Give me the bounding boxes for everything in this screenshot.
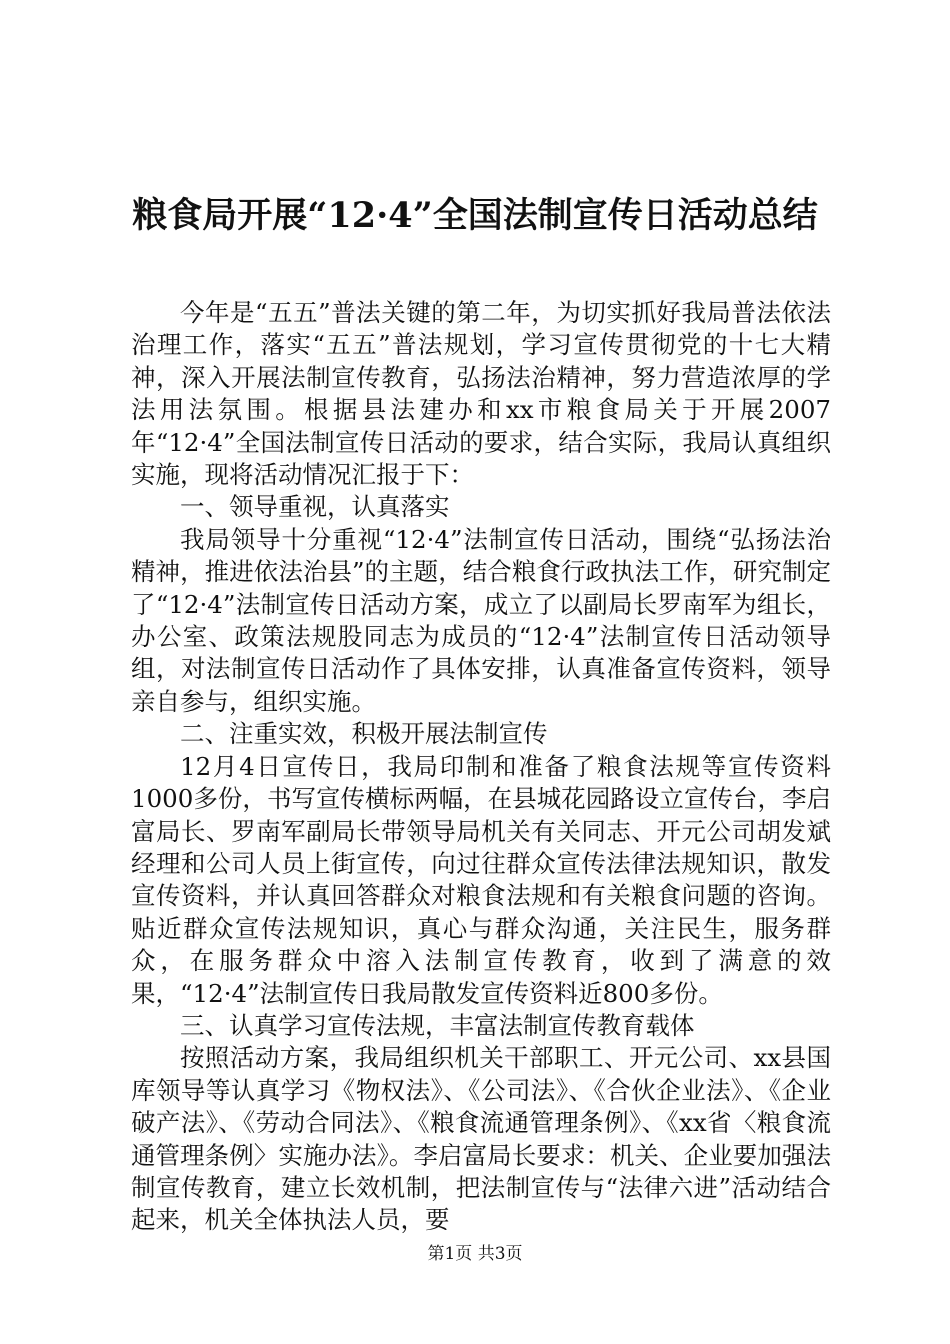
section-heading-1: 一、领导重视，认真落实 (180, 492, 450, 522)
page-number-footer: 第1页 共3页 (427, 1244, 523, 1264)
paragraph-section-3: 按照活动方案，我局组织机关干部职工、开元公司、xx县国库领导等认真学习《物权法》、《公司法》、《合伙企业法》、《企业破产法》、《劳动合同法》、《粮食流通管理条例》、《xx省〈粮食流通管理条例〉实施办法》。李启富局长要求：机关、企业要加强法制宣传教育，建立长效机制，把法制宣传与“法律六进”活动结合起来，机关全体执法人员，要 (131, 1043, 831, 1235)
document-body (131, 297, 831, 1237)
paragraph-section-1: 我局领导十分重视“12·4”法制宣传日活动，围绕“弘扬法治精神，推进依法治县”的主题，结合粮食行政执法工作，研究制定了“12·4”法制宣传日活动方案，成立了以副局长罗南军为组长，办公室、政策法规股同志为成员的“12·4”法制宣传日活动领导组，对法制宣传日活动作了具体安排，认真准备宣传资料，领导亲自参与，组织实施。 (131, 524, 831, 716)
document-title: 粮食局开展“12·4”全国法制宣传日活动总结 (132, 195, 818, 236)
paragraph-section-2: 12月4日宣传日，我局印制和准备了粮食法规等宣传资料1000多份，书写宣传横标两幅，在县城花园路设立宣传台，李启富局长、罗南军副局长带领导局机关有关同志、开元公司胡发斌经理和公司人员上街宣传，向过往群众宣传法律法规知识，散发宣传资料，并认真回答群众对粮食法规和有关粮食问题的咨询。贴近群众宣传法规知识，真心与群众沟通，关注民生，服务群众，在服务群众中溶入法制宣传教育，收到了满意的效果，“12·4”法制宣传日我局散发宣传资料近800多份。 (131, 751, 831, 1008)
section-heading-2: 二、注重实效，积极开展法制宣传 (180, 719, 548, 749)
section-heading-3: 三、认真学习宣传法规，丰富法制宣传教育载体 (180, 1010, 695, 1040)
paragraph-intro: 今年是“五五”普法关键的第二年，为切实抓好我局普法依法治理工作，落实“五五”普法规划，学习宣传贯彻党的十七大精神，深入开展法制宣传教育，弘扬法治精神，努力营造浓厚的学法用法氛围。根据县法建办和xx市粮食局关于开展2007年“12·4”全国法制宣传日活动的要求，结合实际，我局认真组织实施，现将活动情况汇报于下： (131, 298, 831, 490)
